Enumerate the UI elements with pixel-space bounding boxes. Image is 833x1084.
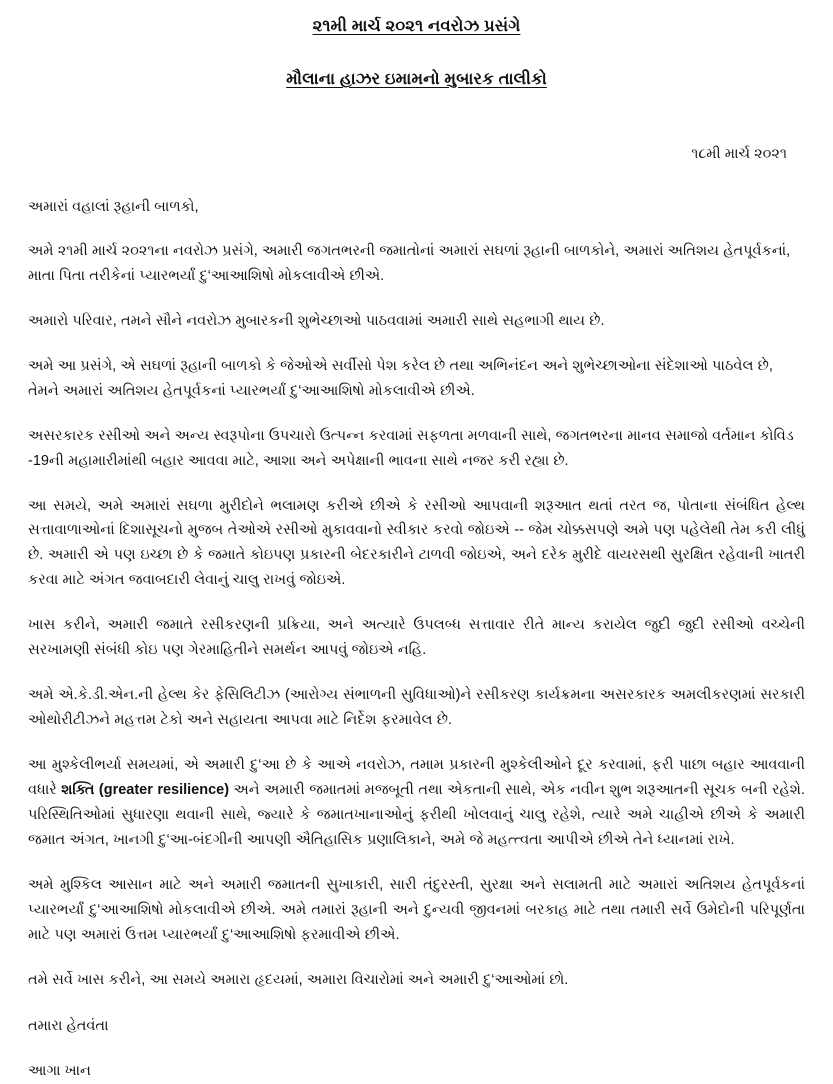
body-paragraph-3: અમે આ પ્રસંગે, એ સઘળાં રૂહાની બાળકો કે જેઓએ સર્વીસો પેશ કરેલ છે તથા અભિનંદન અને શુભેચ્છાઓના સંદેશાઓ પાઠવેલ છે, તેમને અમારાં અતિશય હેતપૂર્વકનાં પ્યારભર્યાં દુ‘આઆશિષો મોકલાવીએ છીએ.: [28, 357, 773, 399]
body-paragraph-4: અસરકારક રસીઓ અને અન્ય સ્વરૂપોના ઉપચારો ઉત્પન્ન કરવામાં સફળતા મળવાની સાથે, જગતભરના માનવ સમાજો વર્તમાન કોવિડ -19ની મહામારીમાંથી બહાર આવવા માટે, આશા અને અપેક્ષાની ભાવના સાથે નજર કરી રહ્યા છે.: [28, 427, 794, 469]
body-paragraph-1: અમે ૨૧મી માર્ચ ૨૦૨૧ના નવરોઝ પ્રસંગે, અમારી જગતભરની જમાતોનાં અમારાં સઘળાં રૂહાની બાળકોને, અમારાં અતિશય હેતપૂર્વકનાં, માતા પિતા તરીકેનાં પ્યારભર્યાં દુ‘આઆશિષો મોકલાવીએ છીએ.: [28, 242, 791, 284]
body-paragraph-10: તમે સર્વે ખાસ કરીને, આ સમયે અમારા હૃદયમાં, અમારા વિચારોમાં અને અમારી દુ‘આઓમાં છો.: [28, 971, 569, 988]
document-title-primary: ૨૧મી માર્ચ ૨૦૨૧ નવરોઝ પ્રસંગે: [312, 17, 521, 35]
body-paragraph-9: અમે મુશ્કિલ આસાન માટે અને અમારી જમાતની સુખાકારી, સારી તંદુરસ્તી, સુરક્ષા અને સલામતી માટે અમારાં અતિશય હેતપૂર્વકનાં પ્યારભર્યાં દુ‘આઆશિષો મોકલાવીએ છીએ. અમે તમારાં રૂહાની અને દુન્યવી જીવનમાં બરકાહ માટે તથા તમારી સર્વે ઉમેદોની પરિપૂર્ણતા માટે પણ અમારાં ઉત્તમ પ્યારભર્યાં દુ‘આઆશિષો ફરમાવીએ છીએ.: [28, 876, 805, 943]
document-date: ૧૮મી માર્ચ ૨૦૨૧: [691, 145, 787, 162]
resilience-text-after: અને અમારી જમાતમાં મજબૂતી તથા એકતાની સાથે, એક નવીન શુભ શરૂઆતની સૂચક બની રહેશે. પરિસ્થિતિઓમાં સુધારણા થવાની સાથે, જ્યારે કે જમાતખાનાઓનું ફરીથી ખોલવાનું ચાલુ રહેશે, ત્યારે અમે ચાહીએ છીએ કે અમારી જમાત અંગત, ખાનગી દુ‘આ-બંદગીની આપણી ઐતિહાસિક પ્રણાલિકાને, અમે જે મહત્ત્વતા આપીએ છીએ તેને ધ્યાનમાં રાખે.: [28, 781, 805, 848]
document-content: [28, 0, 805, 1084]
body-paragraph-7: અમે એ.કે.ડી.એન.ની હેલ્થ કેર ફેસિલિટીઝ (આરોગ્ય સંભાળની સુવિધાઓ)ને રસીકરણ કાર્યક્રમના અસરકારક અમલીકરણમાં સરકારી ઓથોરીટીઝને મહત્તમ ટેકો અને સહાયતા આપવા માટે નિર્દેશ ફરમાવેલ છે.: [28, 687, 805, 729]
body-paragraph-resilience: [28, 753, 805, 853]
body-paragraph-2: અમારો પરિવાર, તમને સૌને નવરોઝ મુબારકની શુભેચ્છાઓ પાઠવવામાં અમારી સાથે સહભાગી થાય છે.: [28, 312, 605, 329]
resilience-emphasis: શક્તિ (greater resilience): [61, 781, 230, 798]
document-title-secondary: મૌલાના હાઝર ઇમામનો મુબારક તાલીકો: [286, 69, 547, 88]
heading-block-secondary: [28, 53, 805, 92]
body-paragraph-6: ખાસ કરીને, અમારી જમાતે રસીકરણની પ્રક્રિયા, અને અત્યારે ઉપલબ્ધ સત્તાવાર રીતે માન્ય કરાયેલ જુદી જુદી રસીઓ વચ્ચેની સરખામણી સંબંધી કોઇ પણ ગેરમાહિતીને સમર્થન આપવું જોઇએ નહિ.: [28, 617, 805, 659]
signature-name: આગા ખાન: [28, 1063, 91, 1080]
body-paragraph-5: આ સમયે, અમે અમારાં સઘળા મુરીદોને ભલામણ કરીએ છીએ કે રસીઓ આપવાની શરૂઆત થતાં તરત જ, પોતાના સંબંધિત હેલ્થ સત્તાવાળાઓનાં દિશાસૂચનો મુજબ તેઓએ રસીઓ મુકાવવાનો સ્વીકાર કરવો જોઇએ -- જેમ ચોક્કસપણે અમે પણ પહેલેથી તેમ કરી લીધું છે. અમારી એ પણ ઇચ્છા છે કે જમાતે કોઇપણ પ્રકારની બેદરકારીને ટાળવી જોઇએ, અને દરેક મુરીદે વાયરસથી સુરક્ષિત રહેવાની ખાતરી કરવા માટે અંગત જવાબદારી લેવાનું ચાલુ રાખવું જોઇએ.: [28, 497, 805, 589]
closing-line: તમારા હેતવંતા: [28, 1017, 109, 1034]
salutation: અમારાં વહાલાં રૂહાની બાળકો,: [28, 198, 199, 215]
heading-block: [28, 14, 805, 39]
resilience-text-before: આ મુશ્કેલીભર્યા સમયમાં, એ અમારી દુ‘આ છે કે આએ નવરોઝ, તમામ પ્રકારની મુશ્કેલીઓને દૂર કરવામાં, ફરી પાછા બહાર આવવાની વધારે: [28, 757, 805, 798]
